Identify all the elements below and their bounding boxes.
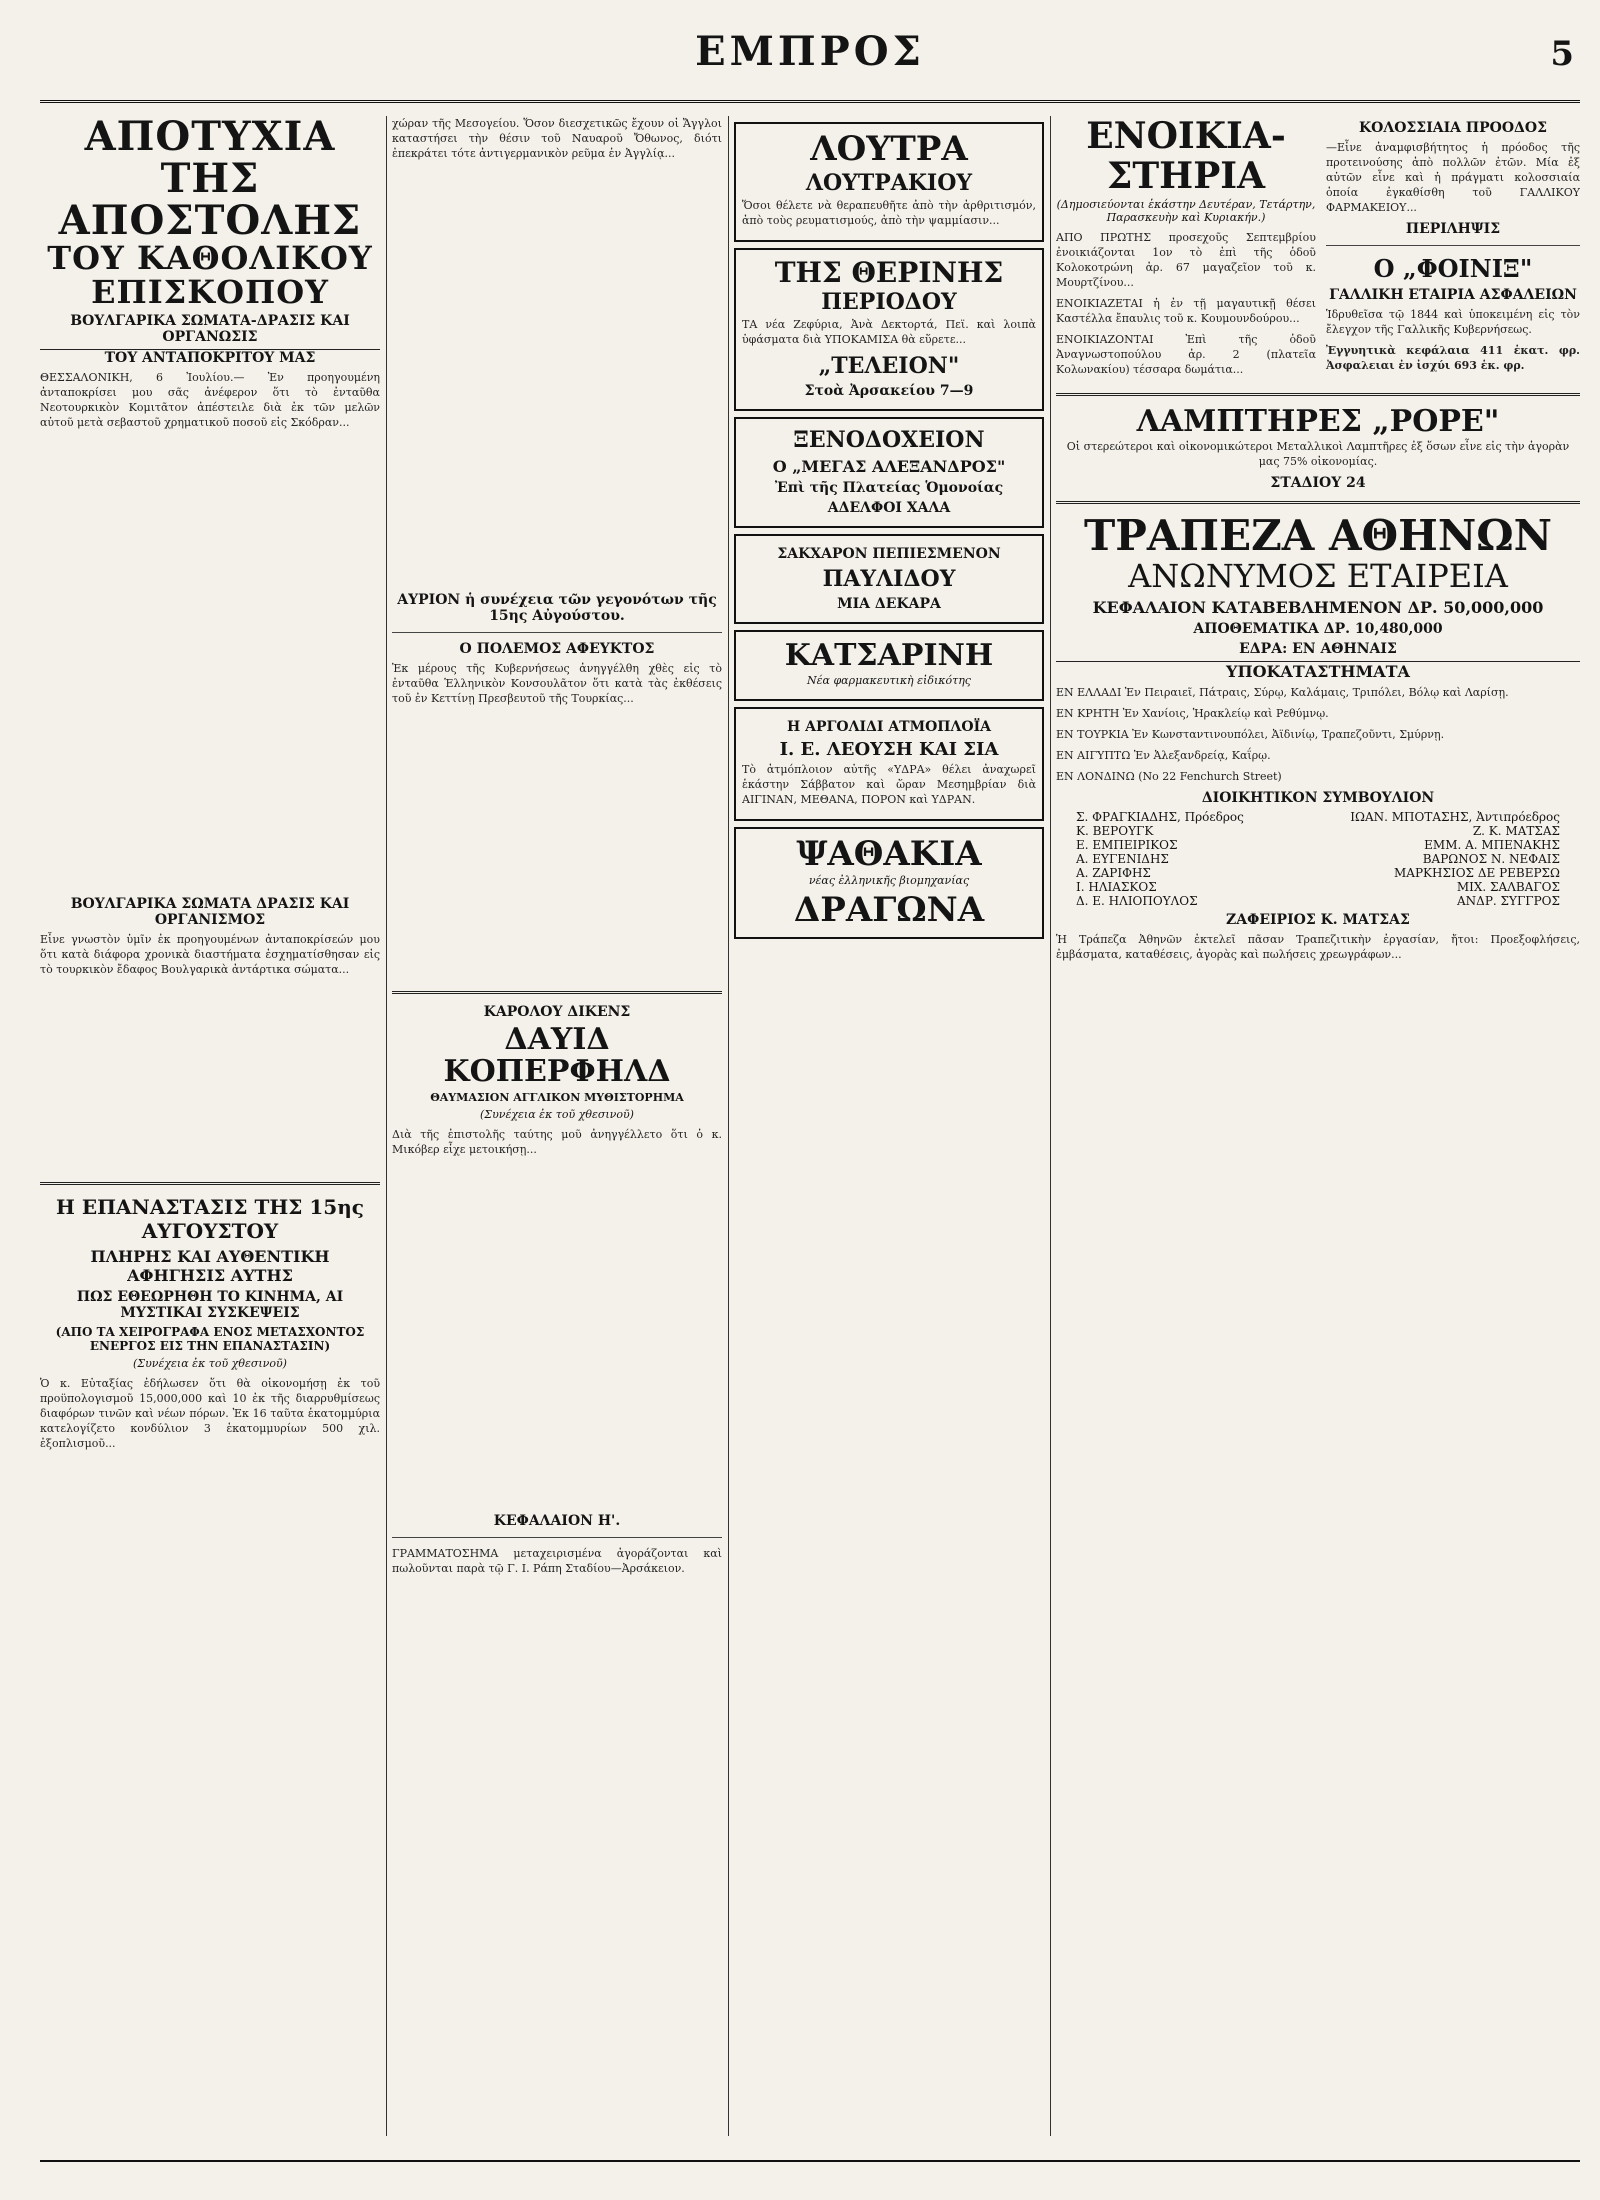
board-row	[1056, 838, 1580, 852]
ad-hotel	[734, 417, 1044, 528]
right-ads	[1326, 116, 1580, 383]
ad-capital: Ἐγγυητικὰ κεφάλαια 411 ἑκατ. φρ. Ἀσφαλειαι ἐν ἰσχύι 693 ἑκ. φρ.	[1326, 344, 1580, 372]
chapter-title: ΚΕΦΑΛΑΙΟΝ Η'.	[493, 1513, 621, 1529]
newspaper-title: ΕΜΠΡΟΣ	[695, 28, 925, 75]
newspaper-page	[40, 20, 1580, 2180]
ad-body: Τὸ ἀτμόπλοιον αὐτῆς «ΥΔΡΑ» θέλει ἀναχωρεῖ ἑκάστην Σάββατον καὶ ὥραν Μεσημβρίαν διὰ ΑΙΓΙΝΑΝ, ΜΕΘΑΝΑ, ΠΟΡΟΝ καὶ ΥΔΡΑΝ.	[742, 762, 1036, 806]
ad-title-2: ΔΡΑΓΩΝΑ	[793, 890, 985, 931]
columns	[40, 116, 1580, 2136]
rentals-title: ΕΝΟΙΚΙΑ-	[1086, 116, 1286, 157]
ad-title-2: ΠΕΡΙΟΔΟΥ	[821, 289, 957, 316]
ad-price: ΜΙΑ ΔΕΚΑΡΑ	[837, 596, 941, 613]
page-footer	[40, 2160, 1580, 2180]
ad-title-2: ΠΑΥΛΙΔΟΥ	[822, 566, 956, 593]
ad-address: Ἐπὶ τῆς Πλατείας Ὁμονοίας	[774, 480, 1004, 497]
ad-signature: ΑΔΕΛΦΟΙ ΧΑΛΑ	[827, 500, 951, 517]
board-row	[1056, 810, 1580, 824]
bank-title: ΤΡΑΠΕΖΑ ΑΘΗΝΩΝ	[1084, 511, 1552, 561]
bank-capital: ΚΕΦΑΛΑΙΟΝ ΚΑΤΑΒΕΒΛΗΜΕΝΟΝ ΔΡ. 50,000,000	[1092, 597, 1544, 617]
branch-item: ΕΝ ΚΡΗΤΗ Ἐν Χανίοις, Ἡρακλείῳ καὶ Ρεθύμνῳ.	[1056, 706, 1329, 720]
bank-body: Ἡ Τράπεζα Ἀθηνῶν ἐκτελεῖ πᾶσαν Τραπεζιτικὴν ἐργασίαν, ἤτοι: Προεξοφλήσεις, ἐμβάσματα, καταθέσεις, ἀγορὰς καὶ πωλήσεις χρεωγράφων...	[1056, 932, 1580, 961]
classified-ad: ΓΡΑΜΜΑΤΟΣΗΜΑ μεταχειρισμένα ἀγοράζονται καὶ πωλοῦνται παρὰ τῷ Γ. Ι. Ράπη Σταδίου—Ἀρσάκειον.	[392, 1547, 722, 1575]
ad-title: ΞΕΝΟΔΟΧΕΙΟΝ	[793, 427, 985, 454]
ad-title-2: ΛΟΥΤΡΑΚΙΟΥ	[805, 169, 973, 196]
board-member: ΜΑΡΚΗΣΙΟΣ ΔΕ ΡΕΒΕΡΣΩ	[1394, 865, 1560, 880]
board-member: Σ. ΦΡΑΓΚΙΑΔΗΣ, Πρόεδρος	[1076, 809, 1244, 824]
bank-reserve: ΑΠΟΘΕΜΑΤΙΚΑ ΔΡ. 10,480,000	[1193, 620, 1443, 637]
divider	[392, 1537, 722, 1538]
novel-title: ΔΑΥΙΔ ΚΟΠΕΡΦΗΛΔ	[443, 1022, 671, 1089]
board-member: Ε. ΕΜΠΕΙΡΙΚΟΣ	[1076, 837, 1178, 852]
board-member: ΕΜΜ. Α. ΜΠΕΝΑΚΗΣ	[1424, 837, 1560, 852]
rentals-subtitle: (Δημοσιεύονται ἑκάστην Δευτέραν, Τετάρτην, Παρασκευὴν καὶ Κυριακήν.)	[1056, 197, 1316, 224]
lamps-address: ΣΤΑΔΙΟΥ 24	[1270, 475, 1366, 492]
subhead-5: (ΑΠΟ ΤΑ ΧΕΙΡΟΓΡΑΦΑ ΕΝΟΣ ΜΕΤΑΣΧΟΝΤΟΣ ΕΝΕΡΓΟΣ ΕΙΣ ΤΗΝ ΕΠΑΝΑΣΤΑΣΙΝ)	[55, 1325, 365, 1354]
ad-body: —Εἶνε ἀναμφισβήτητος ἡ πρόοδος τῆς προτεινούσης ἀπὸ πολλῶν ἐτῶν. Μία ἐξ αὐτῶν εἶνε καὶ ἡ πράγματι κολοσσιαία ὁποία ἐγκαθίσθη τοῦ ΓΑΛΛΙΚΟΥ ΦΑΡΜΑΚΕΙΟΥ...	[1326, 141, 1580, 214]
section-title: Ο ΠΟΛΕΜΟΣ ΑΦΕΥΚΤΟΣ	[459, 641, 655, 657]
ad-body: Ὅσοι θέλετε νὰ θεραπευθῆτε ἀπὸ τὴν ἀρθριτισμόν, ἀπὸ τοὺς ρευματισμούς, ἀπὸ τὴν ψαμμίασιν...	[742, 198, 1036, 227]
branches-title: ΥΠΟΚΑΤΑΣΤΗΜΑΤΑ	[1056, 661, 1580, 681]
shop-name: „ΤΕΛΕΙΟΝ"	[818, 353, 960, 380]
ad-psathakia	[734, 827, 1044, 939]
divider	[1056, 393, 1580, 396]
divider	[40, 1182, 380, 1185]
divider	[392, 632, 722, 633]
rental-ad: ΕΝΟΙΚΙΑΖΕΤΑΙ ἡ ἐν τῇ μαγαυτικῇ θέσει Καστέλλα ἔπαυλις τοῦ κ. Κουμουνδούρου...	[1056, 296, 1316, 325]
article-body: Ἐκ μέρους τῆς Κυβερνήσεως ἀνηγγέλθη χθὲς εἰς τὸ ἐνταῦθα Ἑλληνικὸν Κονσουλᾶτον ὅτι κατὰ τὰς ἐκθέσεις τοῦ ἐν Κεττίνῃ Πρεσβευτοῦ τῆς Τουρκίας...	[392, 662, 722, 705]
ad-title: ΤΗΣ ΘΕΡΙΝΗΣ	[774, 255, 1004, 289]
board-member: Ζ. Κ. ΜΑΤΣΑΣ	[1472, 823, 1560, 838]
board-row	[1056, 852, 1580, 866]
lamps-body: Οἱ στερεώτεροι καὶ οἰκονομικώτεροι Μεταλλικοὶ Λαμπτῆρες ἐξ ὅσων εἶνε εἰς τὴν ἀγορὰν μας 75% οἰκονομίας.	[1066, 440, 1570, 469]
board-member: Δ. Ε. ΗΛΙΟΠΟΥΛΟΣ	[1076, 893, 1198, 908]
board-member: ΙΩΑΝ. ΜΠΟΤΑΣΗΣ, Ἀντιπρόεδρος	[1350, 809, 1560, 824]
ad-title: Ο „ΦΟΙΝΙΞ"	[1373, 254, 1533, 283]
headline: ΑΠΟΤΥΧΙΑ ΤΗΣ ΑΠΟΣΤΟΛΗΣ	[58, 116, 362, 244]
bank-director: ΖΑΦΕΙΡΙΟΣ Κ. ΜΑΤΣΑΣ	[1226, 911, 1410, 928]
ad-body: ΤΑ νέα Ζεφύρια, Ἀνὰ Δεκτορτά, Πεϊ. καὶ λοιπὰ ὑφάσματα διὰ ΥΠΟΚΑΜΙΣΑ θὰ εὕρετε...	[742, 318, 1036, 347]
column-rule	[386, 116, 387, 2136]
ad-title: ΚΑΤΣΑΡΙΝΗ	[784, 638, 994, 674]
ad-sugar	[734, 534, 1044, 624]
column-2	[392, 116, 722, 2136]
subhead: ΒΟΥΛΓΑΡΙΚΑ ΣΩΜΑΤΑ-ΔΡΑΣΙΣ ΚΑΙ ΟΡΓΑΝΩΣΙΣ	[70, 313, 350, 346]
board-member: Α. ΖΑΡΙΦΗΣ	[1076, 865, 1151, 880]
bank-title-2: ΑΝΩΝΥΜΟΣ ΕΤΑΙΡΕΙΑ	[1128, 557, 1508, 596]
board-row	[1056, 880, 1580, 894]
column-rule	[728, 116, 729, 2136]
ad-title: ΠΕΡΙΛΗΨΙΣ	[1405, 221, 1501, 237]
bank-seat: ΕΔΡΑ: ΕΝ ΑΘΗΝΑΙΣ	[1239, 640, 1397, 657]
headline-2: ΤΟΥ ΚΑΘΟΛΙΚΟΥ ΕΠΙΣΚΟΠΟΥ	[47, 239, 373, 311]
column-4	[1056, 116, 1580, 2136]
board-member: Κ. ΒΕΡΟΥΓΚ	[1076, 823, 1154, 838]
article-body: χώραν τῆς Μεσογείου. Ὅσον διεσχετικῶς ἔχουν οἱ Ἄγγλοι καταστήσει τὴν θέσιν τοῦ Ναυαροῦ Ὄθωνος, διότι ἐπεκράτει τότε ἀντιγερμανικὸν ρεῦμα ἐν Ἀγγλίᾳ...	[392, 117, 722, 160]
section-title: ΒΟΥΛΓΑΡΙΚΑ ΣΩΜΑΤΑ ΔΡΑΣΙΣ ΚΑΙ ΟΡΓΑΝΙΣΜΟΣ	[70, 896, 350, 929]
column-rule	[1050, 116, 1051, 2136]
advert-notice: ΑΥΡΙΟΝ ἡ συνέχεια τῶν γεγονότων τῆς 15ης Αὐγούστου.	[397, 592, 717, 624]
board-member: Ι. ΗΛΙΑΣΚΟΣ	[1076, 879, 1157, 894]
branch-item: ΕΝ ΕΛΛΑΔΙ Ἐν Πειραιεῖ, Πάτραις, Σύρῳ, Καλάμαις, Τριπόλει, Βόλῳ καὶ Λαρίσῃ.	[1056, 685, 1509, 699]
board-row	[1056, 894, 1580, 908]
headline-3: Η ΕΠΑΝΑΣΤΑΣΙΣ ΤΗΣ 15ης ΑΥΓΟΥΣΤΟΥ	[56, 1195, 364, 1244]
author: ΚΑΡΟΛΟΥ ΔΙΚΕΝΣ	[483, 1004, 631, 1020]
branch-item: ΕΝ ΤΟΥΡΚΙΑ Ἐν Κωνσταντινουπόλει, Ἀϊδινίῳ, Τραπεζοῦντι, Σμύρνῃ.	[1056, 727, 1445, 741]
divider	[1056, 501, 1580, 504]
ad-katsarini	[734, 630, 1044, 701]
ad-subtitle: νέας ἐλληνικῆς βιομηχανίας	[808, 874, 970, 888]
board-member: Α. ΕΥΓΕΝΙΔΗΣ	[1076, 851, 1169, 866]
ad-subtitle: Νέα φαρμακευτικὴ εἰδικότης	[807, 673, 971, 687]
lamps-title: ΛΑΜΠΤΗΡΕΣ „ΡΟΡΕ"	[1136, 403, 1500, 439]
article-body: ΘΕΣΣΑΛΟΝΙΚΗ, 6 Ἰουλίου.— Ἐν προηγουμένη ἀνταποκρίσει μου σᾶς ἀνέφερον ὅτι τὸ ἐνταῦθα Νεοτουρκικὸν Κομιτᾶτον ἀπέστειλε διὰ ἐκ τῶν μελῶν αὐτοῦ μετὰ σεβαστοῦ χρηματικοῦ ποσοῦ εἰς Σκόδραν...	[40, 371, 380, 430]
masthead	[40, 20, 1580, 103]
ad-subtitle: ΓΑΛΛΙΚΗ ΕΤΑΙΡΙΑ ΑΣΦΑΛΕΙΩΝ	[1329, 287, 1577, 303]
ad-loutra	[734, 122, 1044, 242]
rentals-section	[1056, 116, 1316, 383]
article-body: Εἶνε γνωστὸν ὑμῖν ἐκ προηγουμένων ἀνταποκρίσεών μου ὅτι κατὰ διάφορα χρονικὰ διαστήματα ἐσχηματίσθησαν εἰς τὸ τουρκικὸν ἔδαφος Βουλγαρικὰ ἀντάρτικα σώματα...	[40, 933, 380, 977]
rental-ad: ΕΝΟΙΚΙΑΖΟΝΤΑΙ Ἐπὶ τῆς ὁδοῦ Ἀναγνωστοπούλου ἀρ. 2 (πλατεῖα Κολωνακίου) τέσσαρα δωμάτια...	[1056, 332, 1316, 376]
subhead-3: ΠΛΗΡΗΣ ΚΑΙ ΑΥΘΕΝΤΙΚΗ ΑΦΗΓΗΣΙΣ ΑΥΤΗΣ	[90, 1247, 330, 1286]
ad-title-2: Ο „ΜΕΓΑΣ ΑΛΕΞΑΝΔΡΟΣ"	[772, 457, 1006, 477]
subhead-4: ΠΩΣ ΕΘΕΩΡΗΘΗ ΤΟ ΚΙΝΗΜΑ, ΑΙ ΜΥΣΤΙΚΑΙ ΣΥΣΚΕΨΕΙΣ	[76, 1289, 344, 1322]
ad-body: Ἱδρυθεῖσα τῷ 1844 καὶ ὑποκειμένη εἰς τὸν ἔλεγχον τῆς Γαλλικῆς Κυβερνήσεως.	[1326, 308, 1580, 336]
ad-title: ΚΟΛΟΣΣΙΑΙΑ ΠΡΟΟΔΟΣ	[1358, 120, 1547, 136]
ad-steamship	[734, 707, 1044, 821]
article-body: Ὁ κ. Εὐταξίας ἐδήλωσεν ὅτι θὰ οἰκονομήσῃ ἐκ τοῦ προϋπολογισμοῦ 15,000,000 καὶ 10 ἐκ τῆς διαρρυθμίσεως διαφόρων τινῶν καὶ νέων πόρων. Ἐκ 16 ταῦτα ἑκατομμύρια κατελογίζετο κονδύλιον 3 ἑκατομμυρίων 500 χιλ. ἐξοπλισμοῦ...	[40, 1377, 380, 1451]
continued-note: (Συνέχεια ἐκ τοῦ χθεσινοῦ)	[133, 1357, 287, 1371]
column-3	[734, 116, 1044, 2136]
branch-item: ΕΝ ΑΙΓΥΠΤΩ Ἐν Ἀλεξανδρείᾳ, Καΐρῳ.	[1056, 748, 1271, 762]
rental-ad: ΑΠΟ ΠΡΩΤΗΣ προσεχοῦς Σεπτεμβρίου ἐνοικιάζονται 1ον τὸ ἐπὶ τῆς ὁδοῦ Κολοκοτρώνη ἀρ. 67 μαγαζεῖον τοῦ κ. Μουρτζίνου...	[1056, 230, 1316, 289]
divider	[392, 991, 722, 994]
shop-address: Στοὰ Ἀρσακείου 7—9	[804, 383, 974, 400]
ad-summer	[734, 248, 1044, 411]
ad-title-2: Ι. Ε. ΛΕΟΥΣΗ ΚΑΙ ΣΙΑ	[779, 738, 999, 760]
rentals-title-2: ΣΤΗΡΙΑ	[1106, 154, 1266, 197]
board-row	[1056, 824, 1580, 838]
continued-note: (Συνέχεια ἐκ τοῦ χθεσινοῦ)	[480, 1108, 634, 1121]
board-member: ΒΑΡΩΝΟΣ Ν. ΝΕΦΑΙΣ	[1422, 851, 1560, 866]
board-member: ΑΝΔΡ. ΣΥΓΓΡΟΣ	[1457, 893, 1560, 908]
byline: ΤΟΥ ΑΝΤΑΠΟΚΡΙΤΟΥ ΜΑΣ	[40, 349, 380, 366]
article-body: Διὰ τῆς ἐπιστολῆς ταύτης μοῦ ἀνηγγέλλετο ὅτι ὁ κ. Μικόβερ εἶχε μετοικήσῃ...	[392, 1128, 722, 1156]
ad-title: ΛΟΥΤΡΑ	[810, 129, 968, 169]
ad-title: ΣΑΚΧΑΡΟΝ ΠΕΠΙΕΣΜΕΝΟΝ	[777, 546, 1001, 563]
board-row	[1056, 866, 1580, 880]
novel-subtitle: ΘΑΥΜΑΣΙΟΝ ΑΓΓΛΙΚΟΝ ΜΥΘΙΣΤΟΡΗΜΑ	[430, 1091, 684, 1104]
page-number: 5	[1550, 34, 1574, 74]
board-title: ΔΙΟΙΚΗΤΙΚΟΝ ΣΥΜΒΟΥΛΙΟΝ	[1201, 789, 1435, 806]
divider	[1326, 245, 1580, 246]
board-member: ΜΙΧ. ΣΑΛΒΑΓΟΣ	[1456, 879, 1560, 894]
ad-title: ΨΑΘΑΚΙΑ	[796, 833, 982, 874]
ad-title: Η ΑΡΓΟΛΙΔΙ ΑΤΜΟΠΛΟΪΑ	[787, 718, 991, 735]
branch-item: ΕΝ ΛΟΝΔΙΝΩ (Νο 22 Fenchurch Street)	[1056, 769, 1282, 783]
column-1	[40, 116, 380, 2136]
